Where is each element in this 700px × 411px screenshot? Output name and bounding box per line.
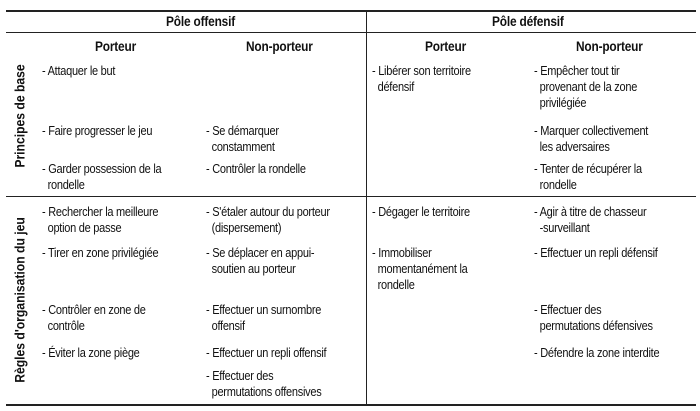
regles-off-nonporteur-item: permutations offensives — [206, 385, 322, 399]
regles-off-nonporteur-item: - Effectuer un surnombre — [206, 303, 322, 317]
regles-off-nonporteur-item: offensif — [206, 319, 245, 333]
subheader-off-porteur: Porteur — [95, 39, 137, 54]
regles-off-porteur-item: - Contrôler en zone de — [42, 303, 146, 317]
principes-def-nonporteur-item: - Marquer collectivement — [534, 124, 649, 138]
principes-def-porteur-item: défensif — [372, 80, 415, 94]
regles-off-porteur-item: - Rechercher la meilleure — [42, 205, 159, 219]
header-rule — [6, 32, 696, 33]
regles-def-nonporteur-item: - Effectuer un repli défensif — [534, 246, 658, 260]
regles-off-porteur-item: option de passe — [42, 221, 122, 235]
subheader-def-nonporteur: Non-porteur — [576, 39, 643, 54]
row-label-regles: Règles d'organisation du jeu — [12, 217, 28, 383]
regles-def-porteur-item: momentanément la — [372, 262, 468, 276]
regles-off-nonporteur-item: - S'étaler autour du porteur — [206, 205, 330, 219]
regles-off-nonporteur-item: - Se déplacer en appui- — [206, 246, 315, 260]
principes-def-porteur-item: - Libérer son territoire — [372, 64, 471, 78]
regles-def-nonporteur-item: permutations défensives — [534, 319, 653, 333]
regles-def-porteur-item: rondelle — [372, 278, 415, 292]
regles-off-nonporteur-item: (dispersement) — [206, 221, 282, 235]
principes-def-nonporteur-item: - Empêcher tout tir — [534, 64, 620, 78]
bottom-rule — [6, 404, 696, 406]
regles-off-porteur-item: - Éviter la zone piège — [42, 346, 140, 360]
section-rule — [6, 196, 696, 197]
regles-def-nonporteur-item: - Effectuer des — [534, 303, 602, 317]
subheader-def-porteur: Porteur — [425, 39, 467, 54]
center-divider — [366, 10, 367, 405]
principes-def-nonporteur-item: les adversaires — [534, 140, 610, 154]
principes-off-porteur-item: - Faire progresser le jeu — [42, 124, 153, 138]
row-label-principes: Principes de base — [12, 64, 28, 168]
principes-def-nonporteur-item: privilégiée — [534, 96, 587, 110]
principes-off-porteur-item: - Attaquer le but — [42, 64, 116, 78]
principes-off-porteur-item: rondelle — [42, 178, 85, 192]
regles-def-nonporteur-item: -surveillant — [534, 221, 590, 235]
principes-off-porteur-item: - Garder possession de la — [42, 162, 162, 176]
subheader-off-nonporteur: Non-porteur — [246, 39, 313, 54]
regles-off-porteur-item: contrôle — [42, 319, 85, 333]
regles-off-nonporteur-item: soutien au porteur — [206, 262, 296, 276]
regles-off-nonporteur-item: - Effectuer un repli offensif — [206, 346, 327, 360]
regles-def-nonporteur-item: - Défendre la zone interdite — [534, 346, 660, 360]
regles-off-porteur-item: - Tirer en zone privilégiée — [42, 246, 159, 260]
principes-off-nonporteur-item: - Contrôler la rondelle — [206, 162, 306, 176]
regles-def-nonporteur-item: - Agir à titre de chasseur — [534, 205, 647, 219]
principes-off-nonporteur-item: - Se démarquer — [206, 124, 279, 138]
principes-def-nonporteur-item: provenant de la zone — [534, 80, 638, 94]
regles-off-nonporteur-item: - Effectuer des — [206, 369, 274, 383]
principes-def-nonporteur-item: - Tenter de récupérer la — [534, 162, 642, 176]
regles-def-porteur-item: - Immobiliser — [372, 246, 432, 260]
regles-def-porteur-item: - Dégager le territoire — [372, 205, 470, 219]
principes-off-nonporteur-item: constamment — [206, 140, 275, 154]
header-offensive: Pôle offensif — [166, 14, 236, 29]
header-defensive: Pôle défensif — [492, 14, 564, 29]
principes-def-nonporteur-item: rondelle — [534, 178, 577, 192]
top-rule — [6, 10, 696, 12]
